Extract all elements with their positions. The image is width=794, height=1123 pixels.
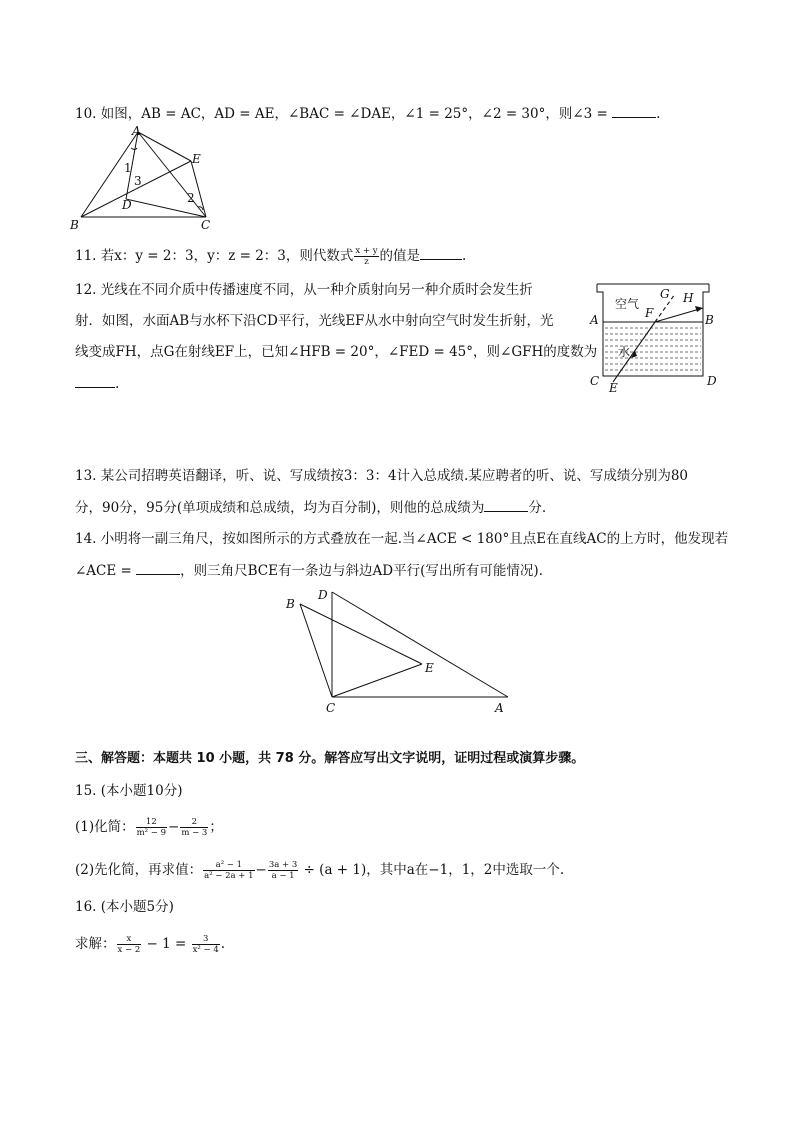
q15-p1-frac1 xyxy=(136,817,167,838)
label-E: E xyxy=(609,381,618,395)
label-water: 水 xyxy=(618,345,631,359)
label-E: E xyxy=(192,152,201,166)
q15-p1-minus: − xyxy=(168,819,180,835)
q15-p2-frac2-num: 3a + 3 xyxy=(268,860,298,870)
label-angle-3: 3 xyxy=(134,174,142,188)
q16-frac2-num: 3 xyxy=(192,934,220,945)
q15-p1-post: ； xyxy=(209,819,223,835)
q15-p2-frac1-num: a² − 1 xyxy=(203,860,254,871)
q15-part1 xyxy=(75,817,223,838)
q15-p2-frac1-den: a² − 2a + 1 xyxy=(204,871,254,881)
label-C: C xyxy=(201,218,211,232)
q16-post: . xyxy=(220,936,226,952)
label-C: C xyxy=(326,701,336,715)
angle-mark-1 xyxy=(131,148,137,150)
q11-text xyxy=(75,246,466,267)
q11-stem: 11. 若x：y = 2：3，y：z = 2：3，则代数式 xyxy=(75,248,354,264)
q16-pre: 求解： xyxy=(75,936,116,952)
q15-p1-frac2 xyxy=(180,817,208,838)
label-D: D xyxy=(122,198,132,212)
q10-figure xyxy=(68,124,218,234)
q11-tail: . xyxy=(462,248,467,264)
q16-frac1-den: x − 2 xyxy=(117,945,141,955)
q13-line2-pre: 分，90分，95分(单项成绩和总成绩，均为百分制)，则他的总成绩为 xyxy=(75,500,485,516)
q12-line3: 线变成FH，点G在射线EF上，已知∠HFB = 20°，∠FED = 45°，则∠GFH的度数为 xyxy=(75,344,598,360)
label-G: G xyxy=(660,287,670,301)
q12-tail: . xyxy=(115,376,120,392)
q15-p1-frac2-num: 2 xyxy=(180,817,208,828)
label-F: F xyxy=(645,306,654,320)
label-A: A xyxy=(590,313,599,327)
arrow-H xyxy=(695,306,703,312)
q12-figure xyxy=(585,280,725,395)
segment-CE xyxy=(332,664,422,697)
label-E: E xyxy=(425,661,434,675)
q14-line2-pre: ∠ACE = xyxy=(75,563,137,579)
label-A: A xyxy=(132,124,141,138)
label-B: B xyxy=(70,218,79,232)
q11-frac-den: z xyxy=(364,257,369,267)
label-angle-2: 2 xyxy=(187,191,195,205)
segment-AE xyxy=(138,132,191,161)
q16-header: 16. (本小题5分) xyxy=(75,899,174,915)
segment-DA xyxy=(332,592,508,697)
q14-answer-blank xyxy=(136,561,180,575)
q15-p1-frac1-num: 12 xyxy=(136,817,167,828)
q15-part2 xyxy=(75,860,564,881)
label-B: B xyxy=(705,313,714,327)
q15-p2-frac1 xyxy=(203,860,254,881)
q11-frac-num: x + y xyxy=(355,246,378,256)
q13-line2-post: 分. xyxy=(528,500,547,516)
q15-p1-frac1-den: m² − 9 xyxy=(136,828,167,838)
q10-text xyxy=(75,104,660,123)
label-air: 空气 xyxy=(615,297,640,311)
q14-line2-post: ，则三角尺BCE有一条边与斜边AD平行(写出所有可能情况). xyxy=(180,563,543,579)
q12-line1: 12. 光线在不同介质中传播速度不同，从一种介质射向另一种介质时会发生折 xyxy=(75,282,533,298)
q15-p2-pre: (2)先化简，再求值： xyxy=(75,862,203,878)
q15-p2-post: ÷ (a + 1)，其中a在−1，1，2中选取一个. xyxy=(299,862,565,878)
q12-line2: 射．如图，水面AB与水杯下沿CD平行，光线EF从水中射向空气时发生折射，光 xyxy=(75,313,554,329)
q10-stem: 10. 如图，AB = AC，AD = AE，∠BAC = ∠DAE，∠1 = 25°，∠2 = 30°，则∠3 = xyxy=(75,106,613,122)
q14-figure xyxy=(280,584,520,716)
q16-mid: − 1 = xyxy=(142,936,191,952)
q15-p2-frac2-den: a − 1 xyxy=(271,871,295,881)
q11-fraction xyxy=(354,246,378,267)
q11-post: 的值是 xyxy=(379,248,421,264)
q10-tail: . xyxy=(656,106,661,122)
q15-p1-pre: (1)化简： xyxy=(75,819,135,835)
q14-line2 xyxy=(75,561,543,580)
q16-frac2 xyxy=(192,934,220,955)
label-H: H xyxy=(683,291,694,305)
ray-FH xyxy=(655,308,703,322)
q12-answer-blank xyxy=(75,374,115,388)
q13-answer-blank xyxy=(484,498,528,512)
section-3-title: 三、解答题：本题共 10 小题，共 78 分。解答应写出文字说明，证明过程或演算步骤。 xyxy=(75,751,585,766)
segment-BE xyxy=(300,604,422,664)
q16-frac1-num: x xyxy=(117,934,142,945)
q15-header: 15. (本小题10分) xyxy=(75,783,183,799)
q15-p2-frac2 xyxy=(268,860,298,881)
q12-line4 xyxy=(75,374,119,393)
label-A: A xyxy=(495,701,504,715)
q16-equation xyxy=(75,934,225,955)
label-D: D xyxy=(707,374,717,388)
q15-p1-frac2-den: m − 3 xyxy=(181,828,208,838)
q11-answer-blank xyxy=(420,246,462,260)
label-angle-1: 1 xyxy=(124,161,132,175)
q13-line2 xyxy=(75,498,546,517)
segment-BC xyxy=(300,604,332,697)
q15-p2-minus: − xyxy=(255,862,267,878)
label-C: C xyxy=(590,374,600,388)
q16-frac2-den: x² − 4 xyxy=(192,945,219,955)
q14-line1: 14. 小明将一副三角尺，按如图所示的方式叠放在一起.当∠ACE < 180°且点E在直线AC的上方时，他发现若 xyxy=(75,531,729,547)
q13-line1: 13. 某公司招聘英语翻译，听、说、写成绩按3：3：4计入总成绩.某应聘者的听、说、写成绩分别为80 xyxy=(75,468,688,484)
label-D: D xyxy=(318,588,328,602)
segment-EC xyxy=(191,161,206,217)
q10-answer-blank xyxy=(612,104,656,118)
q16-frac1 xyxy=(117,934,142,955)
segment-BE xyxy=(81,161,191,217)
label-B: B xyxy=(286,597,295,611)
